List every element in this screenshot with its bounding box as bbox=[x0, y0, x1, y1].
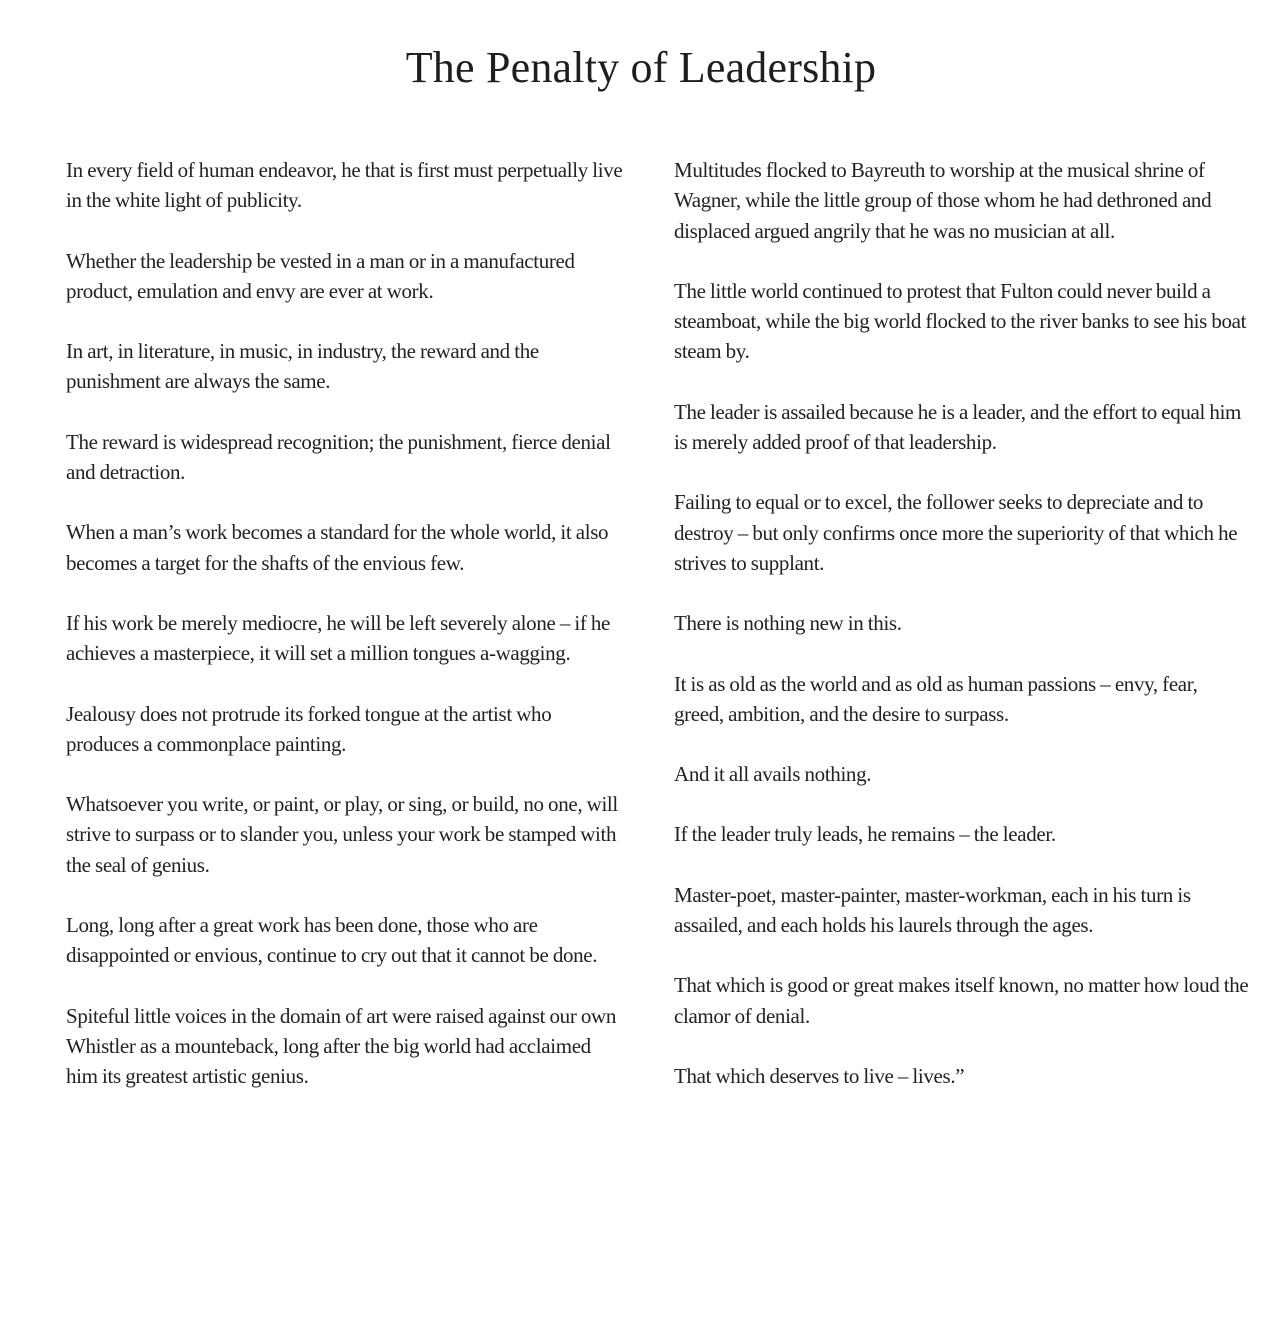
paragraph: Whether the leadership be vested in a man or in a manufactured product, emulation and envy are ever at work. bbox=[66, 248, 575, 303]
paragraph: Spiteful little voices in the domain of art were raised against our own Whistler as a mounteback, long after the big world had acclaimed him its greatest artistic genius. bbox=[66, 1003, 616, 1089]
paragraph: In art, in literature, in music, in industry, the reward and the punishment are always the same. bbox=[66, 339, 539, 394]
paragraph: Whatsoever you write, or paint, or play, or sing, or build, no one, will strive to surpass or to slander you, unless your work be stamped with the seal of genius. bbox=[66, 792, 618, 877]
right-column bbox=[674, 155, 1249, 1121]
paragraph: If the leader truly leads, he remains – the leader. bbox=[674, 822, 1056, 847]
paragraph: Long, long after a great work has been done, those who are disappointed or envious, continue to cry out that it cannot be done. bbox=[66, 913, 598, 968]
paragraph: That which deserves to live – lives.” bbox=[674, 1063, 965, 1088]
paragraph: That which is good or great makes itself known, no matter how loud the clamor of denial. bbox=[674, 973, 1249, 1028]
paragraph: Failing to equal or to excel, the follower seeks to depreciate and to destroy – but only confirms once more the superiority of that which he strives to supplant. bbox=[674, 490, 1238, 575]
left-column bbox=[66, 155, 626, 1122]
paragraph: Master-poet, master-painter, master-workman, each in his turn is assailed, and each holds his laurels through the ages. bbox=[674, 882, 1191, 938]
paragraph: The little world continued to protest that Fulton could never build a steamboat, while the big world flocked to the river banks to see his boat steam by. bbox=[674, 278, 1247, 364]
paragraph: In every field of human endeavor, he that is first must perpetually live in the white light of publicity. bbox=[66, 158, 623, 213]
paragraph: The leader is assailed because he is a leader, and the effort to equal him is merely added proof of that leadership. bbox=[674, 399, 1242, 455]
paragraph: And it all avails nothing. bbox=[674, 762, 872, 787]
paragraph: When a man’s work becomes a standard for the whole world, it also becomes a target for the shafts of the envious few. bbox=[66, 520, 609, 575]
page-title: The Penalty of Leadership bbox=[405, 43, 877, 92]
paragraph: If his work be merely mediocre, he will be left severely alone – if he achieves a masterpiece, it will set a million tongues a-wagging. bbox=[66, 610, 611, 666]
paragraph: There is nothing new in this. bbox=[674, 611, 902, 636]
paragraph: Jealousy does not protrude its forked tongue at the artist who produces a commonplace painting. bbox=[66, 701, 552, 756]
paragraph: Multitudes flocked to Bayreuth to worship at the musical shrine of Wagner, while the little group of those whom he had dethroned and displaced argued angrily that he was no musician at all. bbox=[674, 158, 1212, 243]
paragraph: It is as old as the world and as old as human passions – envy, fear, greed, ambition, and the desire to surpass. bbox=[674, 671, 1198, 726]
paragraph: The reward is widespread recognition; the punishment, fierce denial and detraction. bbox=[66, 429, 611, 485]
